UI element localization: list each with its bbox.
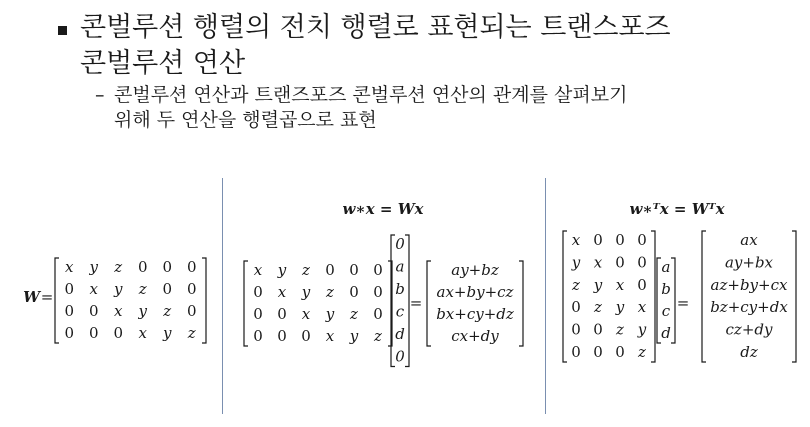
eq2-matrix-cell: 0	[301, 327, 311, 345]
eq3-vector-right-bracket	[671, 258, 675, 343]
eq1-matrix-cell: 0	[137, 258, 148, 276]
eq2-matrix-cell: x	[325, 327, 335, 345]
eq1-matrix-cell: 0	[64, 302, 75, 320]
eq2-result-entry: ax+by+cz	[436, 283, 514, 301]
eq2-matrix-cell: x	[277, 283, 287, 301]
eq1-matrix-cell: 0	[88, 302, 99, 320]
eq1-matrix-cell: x	[65, 258, 74, 276]
eq2-result-entry: ay+bz	[451, 261, 499, 279]
eq2-matrix-cell: z	[302, 261, 310, 279]
eq2-result-entry: cx+dy	[451, 327, 499, 345]
eq3-result-entry: ay+bx	[724, 253, 774, 272]
eq3-matrix-cell: 0	[637, 253, 647, 272]
eq3-matrix-cell: y	[615, 298, 625, 317]
eq3-matrix-cell: x	[593, 253, 603, 272]
eq3-result-entry: dz	[740, 343, 758, 361]
eq3-matrix-cell: x	[637, 298, 647, 317]
eq1-matrix-cell: z	[114, 258, 123, 276]
eq1-matrix-right-bracket	[202, 258, 206, 343]
sub-line-2: 위해 두 연산을 행렬곱으로 표현	[114, 109, 377, 131]
eq2-vector-entry: c	[395, 302, 405, 321]
eq2-matrix-cell: y	[325, 305, 335, 323]
eq3-matrix-cell: 0	[615, 253, 625, 272]
eq2-matrix-cell: 0	[253, 305, 263, 323]
eq3-result-entry: cz+dy	[725, 320, 773, 339]
eq2-result-right-bracket	[519, 261, 523, 346]
eq3-title: w∗ᵀx = Wᵀx	[629, 200, 725, 218]
eq2-matrix-cell: y	[301, 283, 311, 301]
eq1-matrix-left-bracket	[55, 258, 59, 343]
eq2-matrix-cell: x	[301, 305, 311, 323]
eq3-matrix-cell: z	[616, 320, 624, 339]
eq1-matrix-cell: 0	[186, 302, 197, 320]
eq3-result-entry: az+by+cx	[710, 275, 788, 294]
eq3-matrix-cell: 0	[593, 343, 603, 361]
eq1-matrix-cell: 0	[186, 280, 197, 298]
eq3-matrix-cell: 0	[571, 298, 581, 317]
eq1-matrix-cell: x	[138, 324, 147, 342]
eq1-matrix-cell: y	[114, 280, 123, 298]
eq2-result-left-bracket	[427, 261, 431, 346]
bullet-line-2: 콘벌루션 연산	[80, 48, 246, 79]
eq2-equals: =	[409, 294, 423, 312]
eq1-equals: =	[40, 288, 54, 306]
eq2-matrix-cell: z	[326, 283, 334, 301]
eq3-result-entry: ax	[740, 231, 758, 249]
eq1-matrix-cell: x	[114, 302, 123, 320]
eq2-matrix-cell: 0	[349, 261, 359, 279]
eq2-vector-entry: 0	[395, 235, 405, 253]
eq3-matrix-left-bracket	[563, 231, 567, 362]
eq3-equals: =	[676, 294, 690, 312]
eq2-vector-entry: 0	[395, 347, 405, 366]
eq2-matrix-cell: 0	[373, 305, 383, 323]
eq3-result-right-bracket	[792, 231, 796, 362]
eq3-matrix-cell: z	[638, 343, 646, 361]
eq3-matrix-right-bracket	[651, 231, 655, 362]
eq1-matrix-cell: y	[138, 302, 147, 320]
eq1-matrix-cell: z	[187, 324, 196, 342]
eq3-matrix-cell: z	[594, 298, 602, 317]
eq1-matrix-cell: x	[89, 280, 98, 298]
eq1-matrix-cell: 0	[162, 280, 173, 298]
eq3-matrix-cell: 0	[637, 231, 647, 249]
eq2-matrix-cell: 0	[253, 327, 263, 345]
eq3-matrix-cell: x	[571, 231, 581, 249]
eq2-matrix-left-bracket	[244, 261, 248, 346]
eq2-matrix-cell: 0	[373, 283, 383, 301]
eq3-matrix-cell: 0	[637, 275, 647, 294]
eq2-vector-entry: a	[395, 257, 405, 276]
eq2-vector-right-bracket	[405, 235, 409, 367]
dash-icon: –	[95, 84, 105, 106]
eq2-matrix-cell: y	[277, 261, 287, 279]
eq2-result-entry: bx+cy+dz	[436, 305, 514, 323]
eq2-matrix-cell: 0	[277, 305, 287, 323]
eq1-matrix-cell: 0	[64, 324, 75, 342]
eq3-matrix-cell: x	[615, 275, 625, 294]
eq3-vector-entry: b	[661, 280, 671, 298]
eq1-matrix-cell: 0	[162, 258, 173, 276]
eq3-matrix-cell: 0	[571, 320, 581, 339]
eq3-matrix-cell: z	[572, 275, 580, 294]
eq2-title: w∗x = Wx	[342, 200, 424, 218]
eq1-matrix-cell: z	[163, 302, 172, 320]
eq2-vector-entry: d	[395, 325, 405, 343]
eq3-matrix-cell: 0	[593, 231, 603, 249]
sub-line-1: 콘벌루션 연산과 트랜즈포즈 콘벌루션 연산의 관계를 살펴보기	[114, 84, 628, 106]
eq1-matrix-cell: y	[89, 258, 98, 276]
eq3-result-left-bracket	[702, 231, 706, 362]
eq2-matrix-cell: z	[374, 327, 382, 345]
eq2-matrix-cell: 0	[373, 261, 383, 279]
eq1-matrix-cell: 0	[64, 280, 75, 298]
eq1-matrix-cell: 0	[88, 324, 99, 342]
eq3-vector-entry: a	[661, 258, 671, 276]
eq3-matrix-cell: y	[571, 253, 581, 272]
eq3-result-entry: bz+cy+dx	[710, 298, 788, 317]
eq1-matrix-cell: y	[163, 324, 172, 342]
eq3-matrix-cell: y	[637, 320, 647, 339]
eq1-matrix-cell: 0	[113, 324, 124, 342]
eq2-vector-entry: b	[395, 280, 405, 298]
eq2-matrix-cell: z	[350, 305, 358, 323]
bullet-line-1: 콘벌루션 행렬의 전치 행렬로 표현되는 트랜스포즈	[80, 12, 671, 43]
eq2-matrix-cell: 0	[349, 283, 359, 301]
eq3-matrix-cell: 0	[593, 320, 603, 339]
eq3-matrix-cell: 0	[615, 343, 625, 361]
eq2-matrix-cell: y	[349, 327, 359, 345]
eq3-matrix-cell: y	[593, 275, 603, 294]
eq1-lhs: W	[23, 288, 40, 306]
eq2-matrix-cell: 0	[253, 283, 263, 301]
eq2-matrix-cell: 0	[277, 327, 287, 345]
eq3-matrix-cell: 0	[615, 231, 625, 249]
eq3-vector-entry: d	[661, 324, 671, 342]
eq1-matrix-cell: 0	[186, 258, 197, 276]
eq1-matrix-cell: z	[138, 280, 147, 298]
eq2-matrix-cell: x	[253, 261, 263, 279]
eq3-vector-entry: c	[661, 302, 671, 320]
eq2-matrix-cell: 0	[325, 261, 335, 279]
eq3-matrix-cell: 0	[571, 343, 581, 361]
